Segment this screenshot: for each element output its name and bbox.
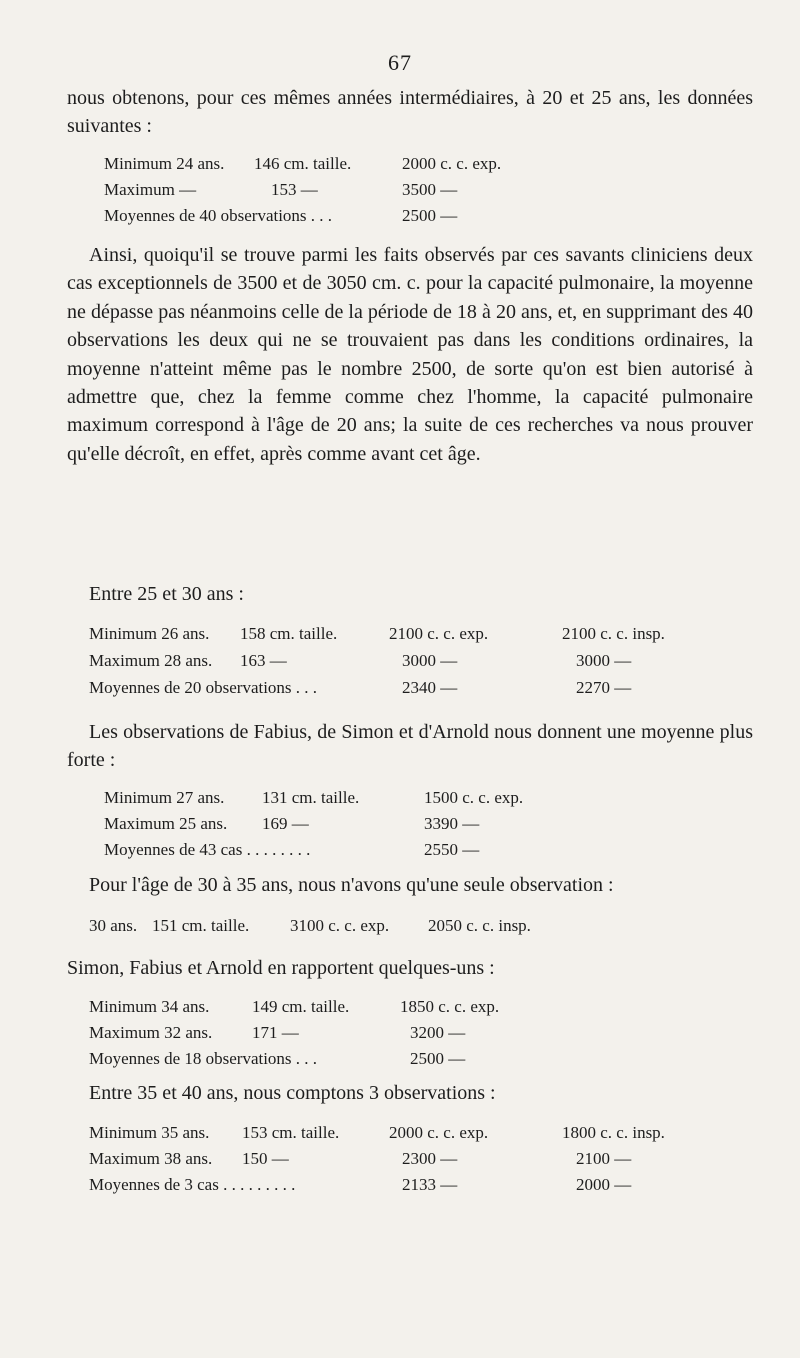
table-cell: Minimum 24 ans. [104,154,225,173]
table-cell: 1500 c. c. exp. [424,788,524,807]
table-cell: 169 — [262,814,309,833]
table-cell: 30 ans. [89,916,138,935]
table-cell: 146 cm. taille. [254,154,352,173]
table-cell: 2300 — [402,1149,458,1168]
table-cell: Maximum — [104,180,197,199]
table-cell: Minimum 26 ans. [89,624,210,643]
table-cell: 151 cm. taille. [152,916,250,935]
table-cell: 2100 c. c. exp. [389,624,489,643]
table-cell: 153 — [271,180,318,199]
table-cell: Maximum 25 ans. [104,814,228,833]
table-cell: 3000 — [402,651,458,670]
table-cell: Moyennes de 20 observations . . . [89,678,318,697]
table-cell: 3500 — [402,180,458,199]
table-cell: Maximum 28 ans. [89,651,213,670]
table-cell: Moyennes de 18 observations . . . [89,1049,318,1068]
table-cell: Minimum 35 ans. [89,1123,210,1142]
table-cell: 2100 c. c. insp. [562,624,665,643]
table-cell: 2340 — [402,678,458,697]
table-cell: 2050 c. c. insp. [428,916,531,935]
table-cell: 153 cm. taille. [242,1123,340,1142]
paragraph-discussion: Ainsi, quoiqu'il se trouve parmi les faits observés par ces savants cliniciens deux cas exceptionnels de 3500 et de 3050 cm. c. pour la capacité pulmonaire, la moyenne ne dépasse pas néanmoins celle de la période de 18 à 20 ans, et, en supprimant des 40 observations les deux qui ne se trouvaient pas dans les conditions ordinaires, la moyenne n'atteint même pas le nombre 2500, de sorte qu'on est bien autorisé à admettre que, chez la femme comme chez l'homme, la capacité pulmonaire maximum correspond à l'âge de 20 ans; la suite de ces recherches va nous prouver qu'elle décroît, en effet, après comme avant cet âge. [67,244,753,465]
table-cell: 3200 — [410,1023,466,1042]
table-cell: 2100 — [576,1149,632,1168]
table-cell: Maximum 32 ans. [89,1023,213,1042]
table-cell: 2270 — [576,678,632,697]
table-cell: Moyennes de 40 observations . . . [104,206,333,225]
table-cell: 150 — [242,1149,289,1168]
table-cell: 2133 — [402,1175,458,1194]
table-cell: 2500 — [402,206,458,225]
table-cell: 163 — [240,651,287,670]
table-cell: 158 cm. taille. [240,624,338,643]
paragraph-35-40: Entre 35 et 40 ans, nous comptons 3 observations : [89,1082,496,1104]
table-cell: 131 cm. taille. [262,788,360,807]
paragraph-fabius: Les observations de Fabius, de Simon et d'Arnold nous donnent une moyenne plus forte : [67,721,753,772]
table-cell: 3100 c. c. exp. [290,916,390,935]
table-cell: 3000 — [576,651,632,670]
page-number: 67 [388,50,412,75]
section-heading-25-30: Entre 25 et 30 ans : [89,583,244,605]
table-cell: 171 — [252,1023,299,1042]
table-cell: 2000 — [576,1175,632,1194]
table-cell: 149 cm. taille. [252,997,350,1016]
table-cell: Minimum 27 ans. [104,788,225,807]
table-cell: Moyennes de 3 cas . . . . . . . . . [89,1175,296,1194]
table-cell: 1800 c. c. insp. [562,1123,665,1142]
table-cell: 3390 — [424,814,480,833]
paragraph-simon: Simon, Fabius et Arnold en rapportent quelques-uns : [67,957,495,979]
table-cell: 2000 c. c. exp. [389,1123,489,1142]
table-cell: Minimum 34 ans. [89,997,210,1016]
table-cell: 2000 c. c. exp. [402,154,502,173]
table-cell: Maximum 38 ans. [89,1149,213,1168]
table-cell: 1850 c. c. exp. [400,997,500,1016]
table-cell: 2500 — [410,1049,466,1068]
table-cell: 2550 — [424,840,480,859]
table-cell: Moyennes de 43 cas . . . . . . . . [104,840,311,859]
paragraph-single-observation: Pour l'âge de 30 à 35 ans, nous n'avons qu'une seule observation : [89,874,614,896]
paragraph-intro: nous obtenons, pour ces mêmes années intermédiaires, à 20 et 25 ans, les données suivantes : [67,87,753,138]
